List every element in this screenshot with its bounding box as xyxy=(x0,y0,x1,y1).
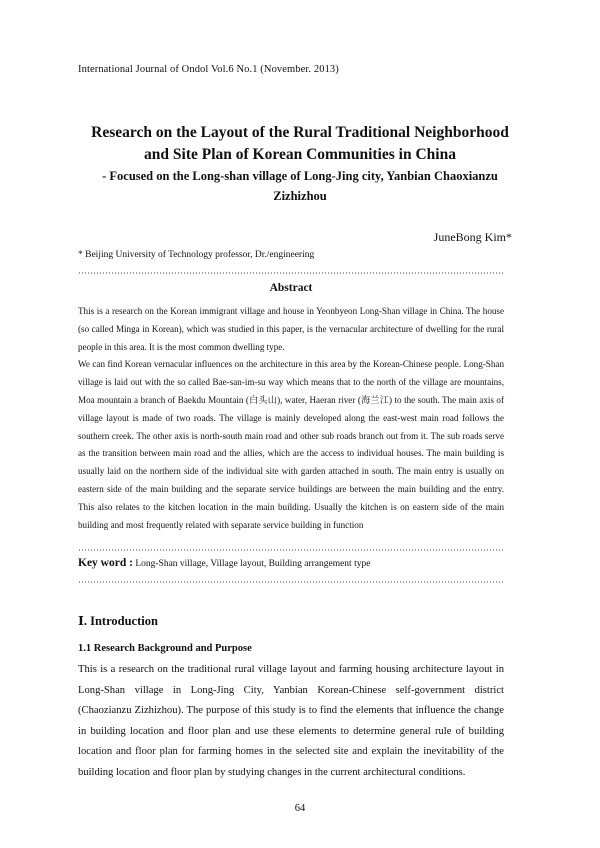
paper-title-line-1: Research on the Layout of the Rural Traditional Neighborhood xyxy=(91,124,509,141)
keywords-line xyxy=(78,557,370,569)
introduction-paragraph: This is a research on the traditional rural village layout and farming housing architecture layout in Long-Shan village in Long-Jing City, Yanbian Korean-Chinese self-government district (Chaozianzu Zizhizhou). The purpose of this study is to find the elements that influence the change in building location and floor plan and use these elements to determine general rule of building location and floor plan for farming homes in the selected site and explain the inevitability of the building location and floor plan by studying changes in the current architectural conditions. xyxy=(78,664,504,778)
subsection-heading-research-background: 1.1 Research Background and Purpose xyxy=(78,643,252,654)
page-number: 64 xyxy=(294,803,306,814)
paper-title-line-2: and Site Plan of Korean Communities in China xyxy=(144,146,456,163)
keywords-label: Key word : xyxy=(78,557,133,569)
abstract-heading: Abstract xyxy=(269,282,313,294)
dotted-divider-bottom xyxy=(78,581,504,583)
author-name: JuneBong Kim* xyxy=(433,230,512,244)
journal-running-head: International Journal of Ondol Vol.6 No.1 (November. 2013) xyxy=(78,64,339,75)
abstract-body xyxy=(78,303,504,534)
abstract-paragraph-2: We can find Korean vernacular influences on the architecture in this area by the Korean-Chinese people. Long-Shan village is laid out with the so called Bae-san-im-su way which means that to the north of the village are mountains, Moa mountain a branch of Baekdu Mountain (白头山), water, Haeran river (海兰江) to the south. The main axis of village layout is made of two roads. The village is mainly developed along the east-west main road follows the southern creek. The other axis is north-south main road and other sub roads branch out from it. The sub roads serve as the transition between main road and the allies, which are the access to individual houses. The main building is usually laid on the northern side of the individual site with garden attached in south. The main entry is usually on eastern side of the main building and the separate service buildings are between the main building and the entry. This also relates to the kitchen location in the main building. Usually the kitchen is on eastern side of the main building and most frequently related with separate service building in function xyxy=(78,359,504,530)
paper-subtitle-line-2: Zizhizhou xyxy=(273,189,327,203)
abstract-paragraph-1: This is a research on the Korean immigrant village and house in Yeonbyeon Long-Shan village in China. The house (so called Minga in Korean), which was studied in this paper, is the vernacular architecture of dwelling for the rural people in this area. It is the most common dwelling type. xyxy=(78,306,504,352)
title-block xyxy=(60,122,540,206)
introduction-body xyxy=(78,660,504,784)
section-heading-introduction: Ⅰ. Introduction xyxy=(78,614,158,628)
author-affiliation: * Beijing University of Technology professor, Dr./engineering xyxy=(78,250,315,260)
dotted-divider-middle xyxy=(78,549,504,551)
paper-subtitle-line-1: - Focused on the Long-shan village of Long-Jing city, Yanbian Chaoxianzu xyxy=(102,169,498,183)
keywords-value: Long-Shan village, Village layout, Building arrangement type xyxy=(135,559,371,569)
dotted-divider-top xyxy=(78,272,504,274)
